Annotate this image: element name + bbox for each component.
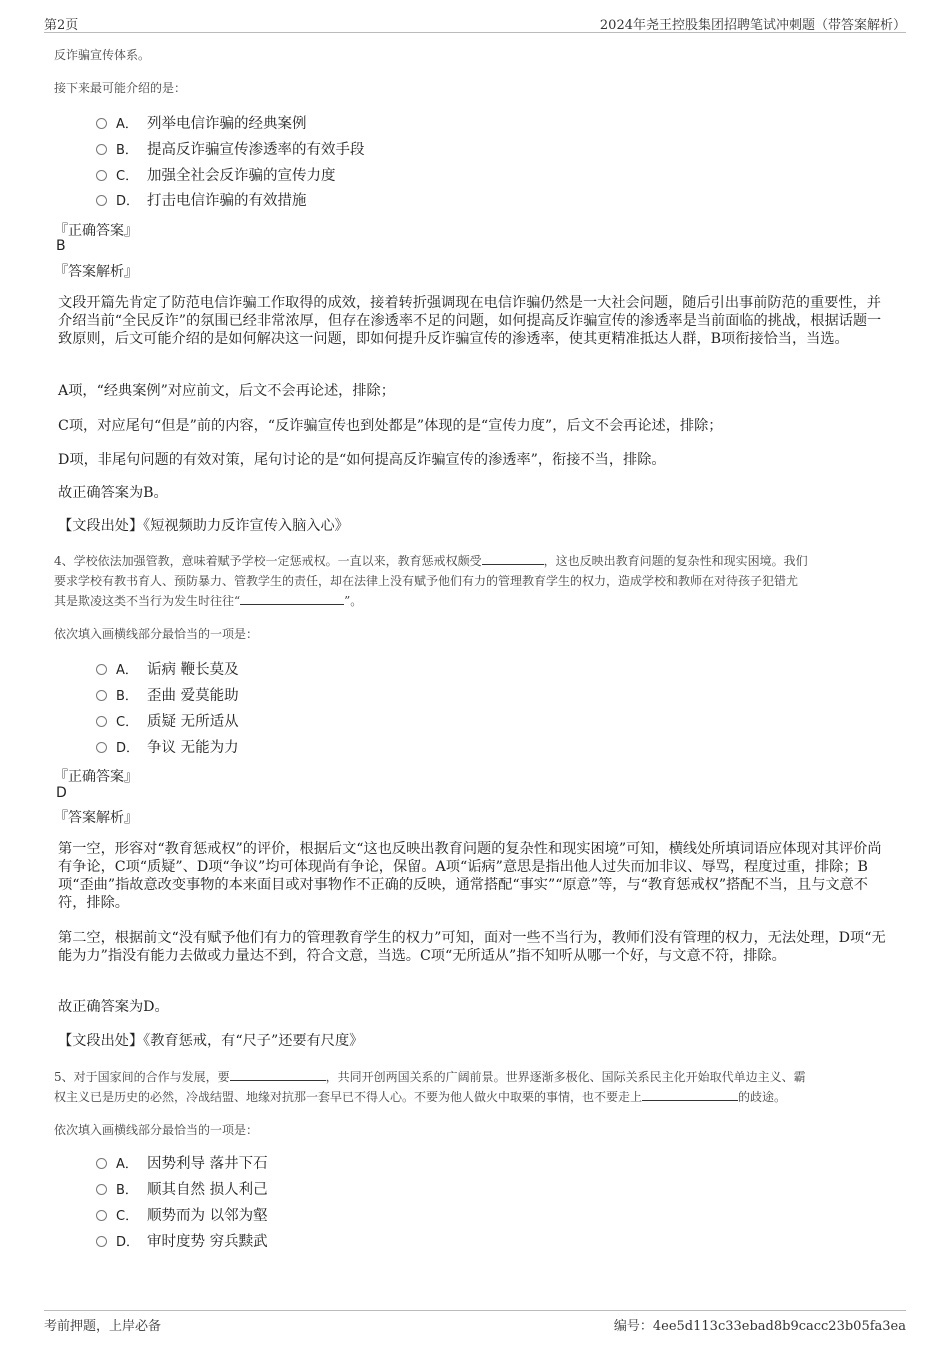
q3-prompt: 接下来最可能介绍的是： (54, 81, 187, 95)
radio-icon[interactable] (96, 664, 107, 675)
document-id: 编号：4ee5d113c33ebad8b9cacc23b05fa3ea (613, 1319, 906, 1334)
radio-icon[interactable] (96, 1158, 107, 1169)
q5-blank-1 (230, 1068, 326, 1081)
page-number: 第2页 (44, 18, 79, 33)
radio-icon[interactable] (96, 1236, 107, 1247)
q4-blank-1 (482, 552, 544, 565)
q3-source: 【文段出处】《短视频助力反诈宣传入脑入心》 (58, 518, 349, 534)
q3-stem-tail: 反诈骗宣传体系。 (54, 48, 151, 62)
radio-icon[interactable] (96, 195, 107, 206)
q4-analysis-conclusion: 故正确答案为D。 (58, 999, 169, 1015)
q4-stem: 4、学校依法加强管教，意味着赋予学校一定惩戒权。一直以来，教育惩戒权颇受 ，这也反映出教育问题的复杂性和现实困境。我们 要求学校有教书育人、预防暴力、管教学生的责任，却在法律上没有赋予他们有力的管理教育学生的权力，造成学校和教师在对待孩子犯错尤 其是欺凌这类不当行为发生时往往“ ”。 (54, 554, 808, 608)
radio-icon[interactable] (96, 170, 107, 181)
q3-answer: B (56, 238, 66, 254)
q3-analysis-paragraph: D项，非尾句问题的有效对策，尾句讨论的是“如何提高反诈骗宣传的渗透率”，衔接不当，排除。 (58, 452, 666, 468)
q4-option-d[interactable]: D． 争议 无能为力 (96, 737, 239, 759)
q4-option-a[interactable]: A． 诟病 鞭长莫及 (96, 659, 239, 681)
q3-analysis-label: 『答案解析』 (54, 264, 138, 280)
q4-option-c[interactable]: C． 质疑 无所适从 (96, 711, 239, 733)
q4-option-b[interactable]: B． 歪曲 爱莫能助 (96, 685, 239, 707)
q3-analysis-paragraph: A项，“经典案例”对应前文，后文不会再论述，排除； (58, 383, 395, 399)
q3-option-c[interactable]: C． 加强全社会反诈骗的宣传力度 (96, 165, 336, 187)
q4-analysis-label: 『答案解析』 (54, 810, 138, 826)
q5-option-a[interactable]: A． 因势利导 落井下石 (96, 1153, 268, 1175)
q4-answer: D (56, 785, 67, 801)
q3-option-a[interactable]: A． 列举电信诈骗的经典案例 (96, 113, 307, 135)
q3-option-d[interactable]: D． 打击电信诈骗的有效措施 (96, 190, 307, 212)
document-title: 2024年尧王控股集团招聘笔试冲刺题（带答案解析） (599, 18, 906, 33)
page-header (44, 12, 906, 33)
radio-icon[interactable] (96, 1210, 107, 1221)
q4-analysis-paragraph: 第一空，形容对“教育惩戒权”的评价，根据后文“这也反映出教育问题的复杂性和现实困境”可知，横线处所填词语应体现对其评价尚有争论，C项“质疑”、D项“争议”均可体现尚有争论，保留。A项“诟病”意思是指出他人过失而加非议、辱骂，程度过重，排除；B项“歪曲”指故意改变事物的本来面目或对事物作不正确的反映，通常搭配“事实”“原意”等，与“教育惩戒权”搭配不当，且与文意不符，排除。 (58, 841, 882, 911)
q3-option-b[interactable]: B． 提高反诈骗宣传渗透率的有效手段 (96, 139, 365, 161)
q4-blank-2 (240, 592, 344, 605)
q5-prompt: 依次填入画横线部分最恰当的一项是： (54, 1123, 259, 1137)
radio-icon[interactable] (96, 742, 107, 753)
radio-icon[interactable] (96, 690, 107, 701)
q5-option-c[interactable]: C． 顺势而为 以邻为壑 (96, 1205, 268, 1227)
q5-option-b[interactable]: B． 顺其自然 损人利己 (96, 1179, 268, 1201)
q5-stem: 5、对于国家间的合作与发展，要 ，共同开创两国关系的广阔前景。世界逐渐多极化、国际关系民主化开始取代单边主义、霸 权主义已是历史的必然，冷战结盟、地缘对抗那一套早已不得人心。不要为他人做火中取栗的事情，也不要走上 的歧途。 (54, 1070, 806, 1104)
q4-prompt: 依次填入画横线部分最恰当的一项是： (54, 627, 259, 641)
footer-slogan: 考前押题，上岸必备 (44, 1319, 162, 1334)
q3-analysis-paragraph: C项，对应尾句“但是”前的内容，“反诈骗宣传也到处都是”体现的是“宣传力度”，后文不会再论述，排除； (58, 418, 723, 434)
radio-icon[interactable] (96, 1184, 107, 1195)
q3-analysis-conclusion: 故正确答案为B。 (58, 485, 168, 501)
q4-source: 【文段出处】《教育惩戒，有“尺子”还要有尺度》 (58, 1033, 364, 1049)
q4-answer-label: 『正确答案』 (54, 769, 138, 785)
radio-icon[interactable] (96, 716, 107, 727)
q5-blank-2 (642, 1088, 738, 1101)
radio-icon[interactable] (96, 144, 107, 155)
radio-icon[interactable] (96, 118, 107, 129)
q5-option-d[interactable]: D． 审时度势 穷兵黩武 (96, 1231, 268, 1253)
q3-analysis-paragraph: 文段开篇先肯定了防范电信诈骗工作取得的成效，接着转折强调现在电信诈骗仍然是一大社会问题，随后引出事前防范的重要性，并介绍当前“全民反诈”的氛围已经非常浓厚，但存在渗透率不足的问题，如何提高反诈骗宣传的渗透率是当前面临的挑战，根据话题一致原则，后文可能介绍的是如何解决这一问题，即如何提升反诈骗宣传的渗透率，使其更精准抵达人群，B项衔接恰当，当选。 (58, 295, 882, 347)
q3-answer-label: 『正确答案』 (54, 223, 138, 239)
q4-analysis-paragraph: 第二空，根据前文“没有赋予他们有力的管理教育学生的权力”可知，面对一些不当行为，教师们没有管理的权力，无法处理，D项“无能为力”指没有能力去做或力量达不到，符合文意，当选。C项“无所适从”指不知听从哪一个好，与文意不符，排除。 (58, 930, 886, 964)
page-footer (44, 1310, 906, 1334)
